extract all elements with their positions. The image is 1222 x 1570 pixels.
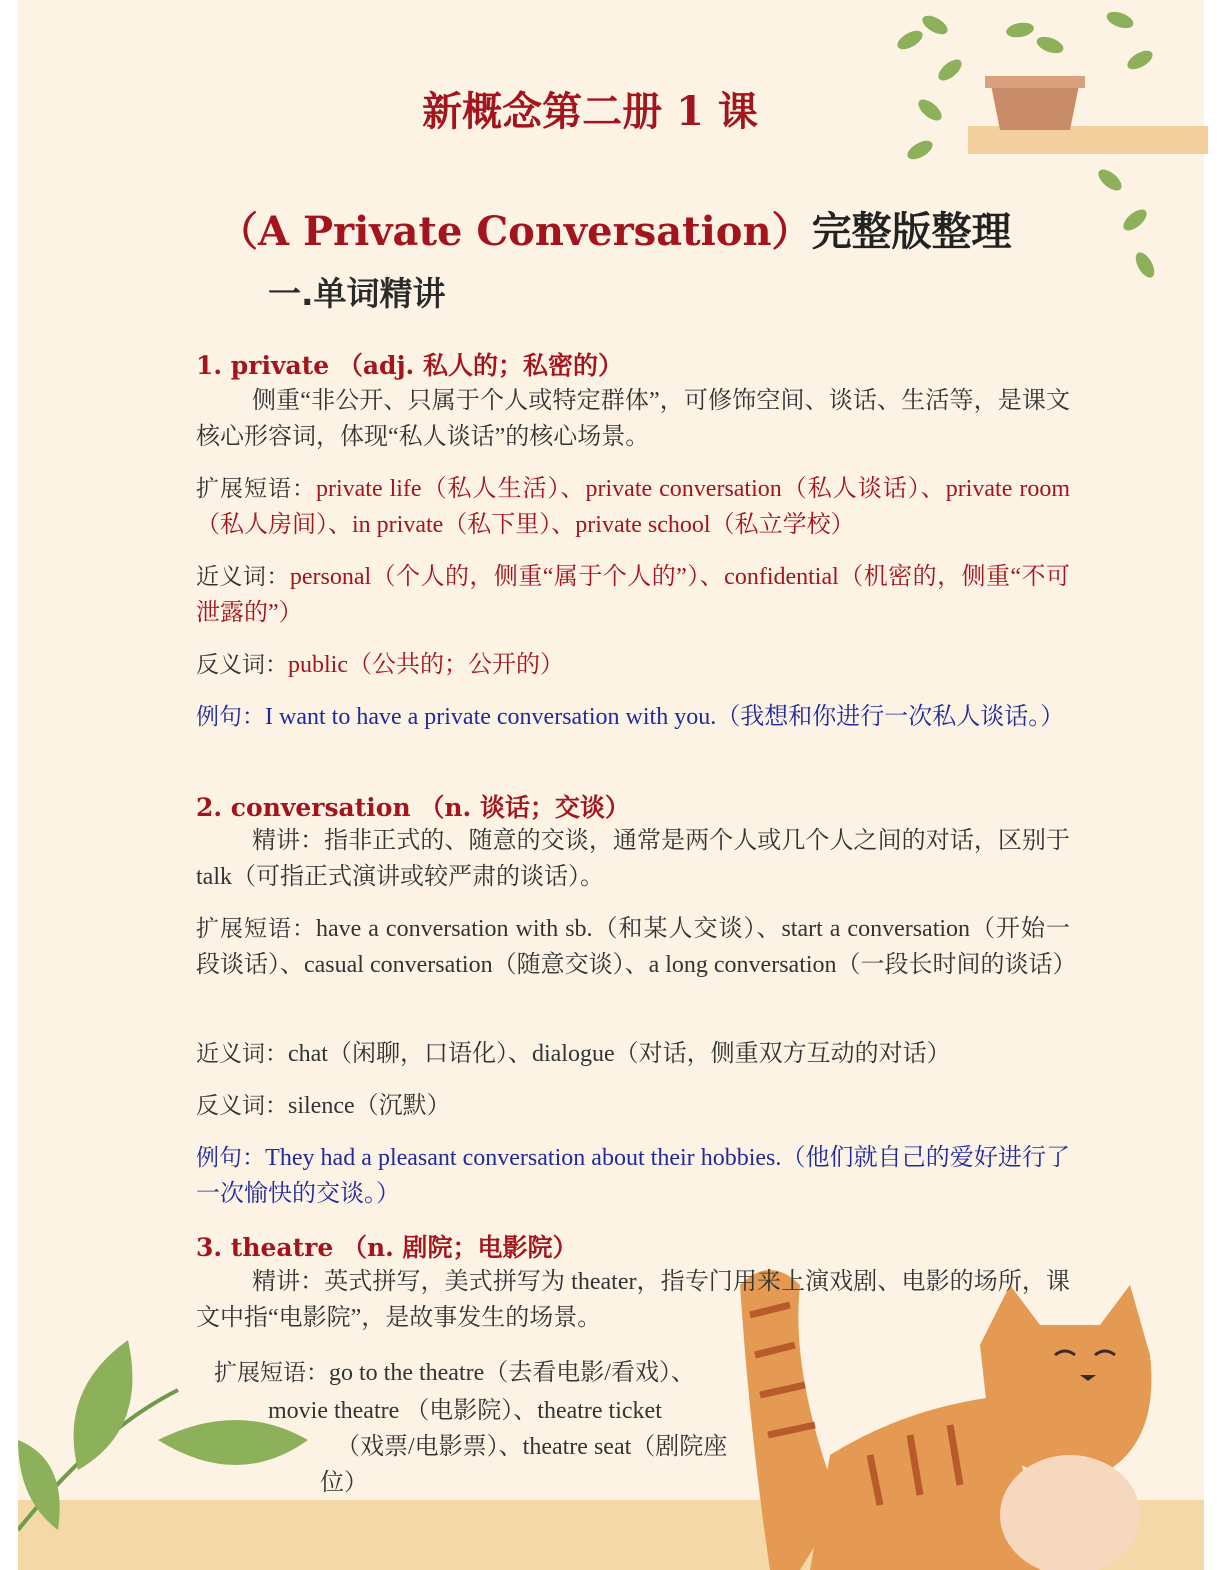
entry-example (196, 699, 1070, 735)
hanging-plant-icon (890, 0, 1210, 310)
entry-definition: 侧重“非公开、只属于个人或特定群体”，可修饰空间、谈话、生活等，是课文核心形容词，体现“私人谈话”的核心场景。 (196, 388, 1070, 450)
entry-phrases (196, 911, 1077, 983)
phrases-line: go to the theatre（去看电影/看戏）、 (329, 1360, 695, 1386)
phrases-text: have a conversation with sb.（和某人交谈）、start a conversation（开始一段谈话）、casual conversation（随意交谈）、a long conversation（一段长时间的谈话） (196, 916, 1077, 978)
entry-heading: 3. theatre （n. 剧院；电影院） (196, 1233, 578, 1262)
antonyms-text: public（公共的；公开的） (288, 652, 564, 678)
section-heading: 一.单词精讲 (268, 274, 446, 313)
phrases-label: 扩展短语： (214, 1360, 329, 1386)
page-subtitle (218, 200, 1012, 257)
entry-antonyms (196, 1088, 1070, 1124)
example-text: I want to have a private conversation with you.（我想和你进行一次私人谈话。） (265, 704, 1065, 730)
entry-phrases (214, 1352, 695, 1387)
synonyms-text: chat（闲聊，口语化）、dialogue（对话，侧重双方互动的对话） (288, 1041, 951, 1067)
subtitle-chinese: 完整版整理 (811, 209, 1012, 255)
antonyms-label: 反义词： (196, 652, 288, 678)
example-text: They had a pleasant conversation about their hobbies.（他们就自己的爱好进行了一次愉快的交谈。） (196, 1145, 1071, 1207)
antonyms-label: 反义词： (196, 1093, 288, 1119)
entry-heading: 1. private （adj. 私人的；私密的） (196, 351, 623, 380)
synonyms-text: personal（个人的，侧重“属于个人的”）、confidential（机密的，侧重“不可泄露的”） (196, 564, 1070, 626)
entry-definition: 精讲：英式拼写，美式拼写为 theater，指专门用来上演戏剧、电影的场所，课文中指“电影院”，是故事发生的场景。 (196, 1269, 1070, 1331)
entry-phrases (196, 471, 1070, 543)
page-title: 新概念第二册 1 课 (422, 88, 758, 135)
entry-heading: 2. conversation （n. 谈话；交谈） (196, 793, 630, 822)
synonyms-label: 近义词： (196, 1041, 288, 1067)
example-label: 例句： (196, 704, 265, 730)
example-label: 例句： (196, 1145, 266, 1171)
synonyms-label: 近义词： (196, 564, 290, 590)
phrases-label: 扩展短语： (196, 476, 316, 502)
entry-example (196, 1140, 1070, 1212)
phrases-line: movie theatre （电影院）、theatre ticket (268, 1398, 662, 1424)
entry-synonyms (196, 559, 1070, 631)
entry-definition: 精讲：指非正式的、随意的交谈，通常是两个人或几个人之间的对话，区别于 talk（可指正式演讲或较严肃的谈话）。 (196, 828, 1070, 890)
phrases-line: （戏票/电影票）、theatre seat（剧院座 (336, 1434, 728, 1460)
antonyms-text: silence（沉默） (288, 1093, 451, 1119)
entry-antonyms (196, 647, 1070, 683)
phrases-text: private life（私人生活）、private conversation（私人谈话）、private room（私人房间）、in private（私下里）、private school（私立学校） (196, 476, 1070, 538)
phrases-line: 位） (320, 1470, 368, 1496)
subtitle-english: （A Private Conversation） (218, 208, 812, 255)
phrases-label: 扩展短语： (196, 916, 316, 942)
entry-synonyms (196, 1036, 1070, 1072)
